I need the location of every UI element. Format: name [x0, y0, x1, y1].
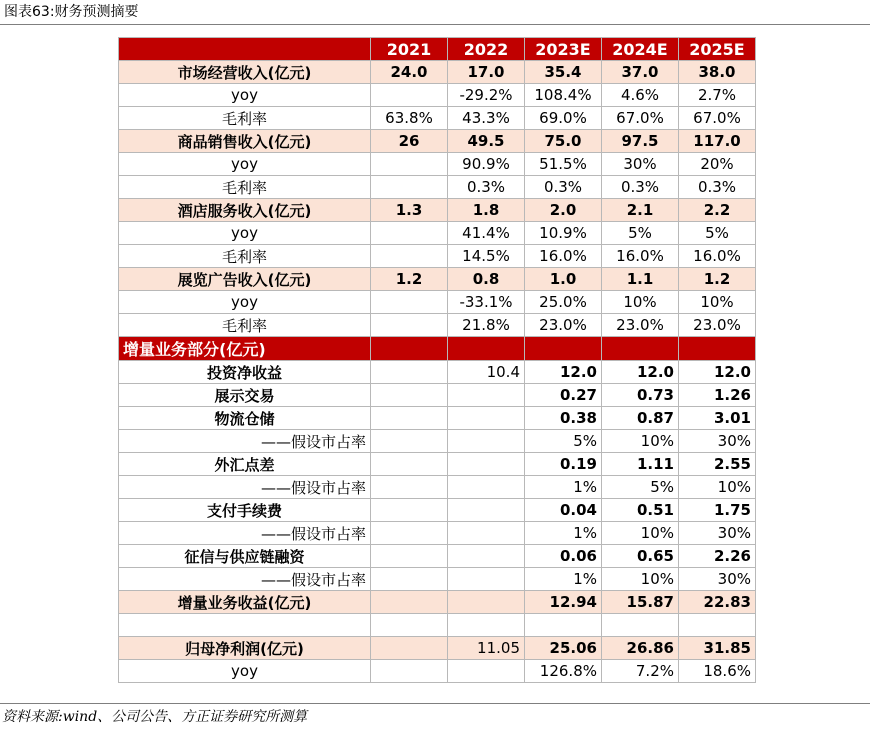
cell-value: 51.5% — [525, 153, 602, 176]
cell-value: 11.05 — [448, 637, 525, 660]
cell-value: 16.0% — [602, 245, 679, 268]
cell-value — [448, 591, 525, 614]
table-row — [119, 153, 756, 176]
cell-value — [448, 430, 525, 453]
cell-value — [371, 591, 448, 614]
row-label: yoy — [119, 153, 371, 176]
cell-value: 10.4 — [448, 361, 525, 384]
cell-value — [371, 453, 448, 476]
cell-value: 35.4 — [525, 61, 602, 84]
row-label: 支付手续费 — [119, 499, 371, 522]
table-row — [119, 499, 756, 522]
cell-value: -29.2% — [448, 84, 525, 107]
cell-value: 14.5% — [448, 245, 525, 268]
row-label: 归母净利润(亿元) — [119, 637, 371, 660]
cell-value — [448, 476, 525, 499]
cell-value — [602, 614, 679, 637]
cell-value — [371, 430, 448, 453]
table-row — [119, 107, 756, 130]
cell-value: 26 — [371, 130, 448, 153]
row-label: 毛利率 — [119, 176, 371, 199]
cell-value — [371, 476, 448, 499]
row-label: 毛利率 — [119, 314, 371, 337]
cell-value: 1.11 — [602, 453, 679, 476]
cell-value: 0.73 — [602, 384, 679, 407]
cell-value: 23.0% — [525, 314, 602, 337]
cell-value: 22.83 — [679, 591, 756, 614]
cell-value — [371, 291, 448, 314]
cell-value: 1.1 — [602, 268, 679, 291]
cell-value: 30% — [679, 430, 756, 453]
table-row — [119, 199, 756, 222]
table-row — [119, 245, 756, 268]
cell-value — [371, 568, 448, 591]
table-row — [119, 176, 756, 199]
cell-value: 10% — [602, 430, 679, 453]
header-row — [119, 38, 756, 61]
row-label: 毛利率 — [119, 245, 371, 268]
row-label: 物流仓储 — [119, 407, 371, 430]
table-row — [119, 361, 756, 384]
cell-value: 3.01 — [679, 407, 756, 430]
cell-value: 0.8 — [448, 268, 525, 291]
financial-forecast-table — [118, 37, 756, 683]
cell-value — [448, 568, 525, 591]
column-header: 2025E — [679, 38, 756, 61]
row-label: 外汇点差 — [119, 453, 371, 476]
cell-value: 126.8% — [525, 660, 602, 683]
table-row — [119, 614, 756, 637]
cell-value: 1% — [525, 476, 602, 499]
cell-value — [602, 337, 679, 361]
cell-value: 0.3% — [602, 176, 679, 199]
cell-value — [371, 545, 448, 568]
cell-value: 15.87 — [602, 591, 679, 614]
cell-value — [371, 314, 448, 337]
cell-value: 17.0 — [448, 61, 525, 84]
cell-value: 0.87 — [602, 407, 679, 430]
source-divider — [0, 703, 870, 704]
table-row — [119, 407, 756, 430]
cell-value: 31.85 — [679, 637, 756, 660]
row-label: ——假设市占率 — [119, 568, 371, 591]
cell-value: 1.75 — [679, 499, 756, 522]
row-label: ——假设市占率 — [119, 476, 371, 499]
table-row — [119, 61, 756, 84]
cell-value: 25.06 — [525, 637, 602, 660]
row-label: yoy — [119, 84, 371, 107]
cell-value: 5% — [679, 222, 756, 245]
table-row — [119, 291, 756, 314]
cell-value: 21.8% — [448, 314, 525, 337]
cell-value: 43.3% — [448, 107, 525, 130]
cell-value: 10% — [602, 522, 679, 545]
cell-value — [371, 176, 448, 199]
table-row — [119, 84, 756, 107]
cell-value: 5% — [525, 430, 602, 453]
cell-value: 2.0 — [525, 199, 602, 222]
cell-value — [371, 407, 448, 430]
table-row — [119, 453, 756, 476]
table-row — [119, 430, 756, 453]
row-label: yoy — [119, 660, 371, 683]
cell-value: 10% — [679, 476, 756, 499]
cell-value: 0.38 — [525, 407, 602, 430]
cell-value: 117.0 — [679, 130, 756, 153]
table-row — [119, 545, 756, 568]
source-note: 资料来源:wind、公司公告、方正证券研究所测算 — [2, 709, 308, 725]
table-row — [119, 637, 756, 660]
cell-value — [448, 522, 525, 545]
cell-value: 67.0% — [679, 107, 756, 130]
cell-value: 2.26 — [679, 545, 756, 568]
cell-value — [525, 614, 602, 637]
table-row — [119, 568, 756, 591]
cell-value — [371, 637, 448, 660]
cell-value: 25.0% — [525, 291, 602, 314]
cell-value — [448, 545, 525, 568]
cell-value: -33.1% — [448, 291, 525, 314]
cell-value — [448, 499, 525, 522]
cell-value: 1.0 — [525, 268, 602, 291]
cell-value: 18.6% — [679, 660, 756, 683]
cell-value: 108.4% — [525, 84, 602, 107]
cell-value — [448, 453, 525, 476]
cell-value: 0.65 — [602, 545, 679, 568]
title-divider — [0, 24, 870, 25]
cell-value: 63.8% — [371, 107, 448, 130]
row-label: yoy — [119, 222, 371, 245]
cell-value: 16.0% — [525, 245, 602, 268]
cell-value: 5% — [602, 476, 679, 499]
row-label: yoy — [119, 291, 371, 314]
cell-value: 1% — [525, 568, 602, 591]
cell-value — [371, 384, 448, 407]
cell-value: 37.0 — [602, 61, 679, 84]
row-label: 投资净收益 — [119, 361, 371, 384]
cell-value: 69.0% — [525, 107, 602, 130]
table-row — [119, 660, 756, 683]
column-header: 2023E — [525, 38, 602, 61]
row-label: 商品销售收入(亿元) — [119, 130, 371, 153]
row-label: 征信与供应链融资 — [119, 545, 371, 568]
cell-value — [448, 337, 525, 361]
cell-value: 2.7% — [679, 84, 756, 107]
cell-value — [448, 660, 525, 683]
cell-value: 2.55 — [679, 453, 756, 476]
cell-value: 1.2 — [679, 268, 756, 291]
cell-value — [371, 337, 448, 361]
cell-value: 10% — [679, 291, 756, 314]
cell-value: 2.2 — [679, 199, 756, 222]
row-label: 增量业务部分(亿元) — [119, 337, 371, 361]
table-row — [119, 591, 756, 614]
cell-value: 12.0 — [679, 361, 756, 384]
cell-value — [448, 614, 525, 637]
cell-value: 1% — [525, 522, 602, 545]
cell-value: 16.0% — [679, 245, 756, 268]
cell-value: 10% — [602, 568, 679, 591]
table-row — [119, 222, 756, 245]
cell-value: 0.04 — [525, 499, 602, 522]
header-corner — [119, 38, 371, 61]
cell-value — [448, 407, 525, 430]
row-label: 展览广告收入(亿元) — [119, 268, 371, 291]
column-header: 2022 — [448, 38, 525, 61]
cell-value: 23.0% — [679, 314, 756, 337]
table-row — [119, 384, 756, 407]
row-label: 酒店服务收入(亿元) — [119, 199, 371, 222]
cell-value — [371, 522, 448, 545]
cell-value: 0.51 — [602, 499, 679, 522]
cell-value: 38.0 — [679, 61, 756, 84]
cell-value: 1.2 — [371, 268, 448, 291]
cell-value — [371, 84, 448, 107]
cell-value: 12.94 — [525, 591, 602, 614]
cell-value: 90.9% — [448, 153, 525, 176]
cell-value — [525, 337, 602, 361]
table-row — [119, 314, 756, 337]
cell-value: 0.3% — [448, 176, 525, 199]
cell-value: 10.9% — [525, 222, 602, 245]
cell-value: 0.19 — [525, 453, 602, 476]
row-label — [119, 614, 371, 637]
cell-value — [679, 337, 756, 361]
cell-value — [371, 499, 448, 522]
cell-value: 67.0% — [602, 107, 679, 130]
cell-value: 0.3% — [679, 176, 756, 199]
row-label: 增量业务收益(亿元) — [119, 591, 371, 614]
table-row — [119, 268, 756, 291]
cell-value: 49.5 — [448, 130, 525, 153]
table-row — [119, 130, 756, 153]
cell-value — [371, 153, 448, 176]
cell-value: 24.0 — [371, 61, 448, 84]
cell-value: 97.5 — [602, 130, 679, 153]
cell-value: 30% — [679, 568, 756, 591]
cell-value: 4.6% — [602, 84, 679, 107]
cell-value: 23.0% — [602, 314, 679, 337]
cell-value: 1.26 — [679, 384, 756, 407]
cell-value: 0.06 — [525, 545, 602, 568]
cell-value — [679, 614, 756, 637]
table-row — [119, 522, 756, 545]
row-label: ——假设市占率 — [119, 430, 371, 453]
cell-value — [371, 222, 448, 245]
cell-value: 30% — [679, 522, 756, 545]
cell-value — [371, 245, 448, 268]
table-row — [119, 476, 756, 499]
cell-value: 30% — [602, 153, 679, 176]
cell-value — [371, 361, 448, 384]
table-row — [119, 337, 756, 361]
cell-value: 2.1 — [602, 199, 679, 222]
cell-value: 0.27 — [525, 384, 602, 407]
row-label: 毛利率 — [119, 107, 371, 130]
figure-title: 图表63:财务预测摘要 — [4, 4, 139, 20]
cell-value: 0.3% — [525, 176, 602, 199]
cell-value: 41.4% — [448, 222, 525, 245]
row-label: 市场经营收入(亿元) — [119, 61, 371, 84]
column-header: 2021 — [371, 38, 448, 61]
row-label: ——假设市占率 — [119, 522, 371, 545]
cell-value: 7.2% — [602, 660, 679, 683]
cell-value: 75.0 — [525, 130, 602, 153]
cell-value: 5% — [602, 222, 679, 245]
cell-value: 1.8 — [448, 199, 525, 222]
cell-value: 12.0 — [525, 361, 602, 384]
cell-value — [371, 614, 448, 637]
cell-value: 1.3 — [371, 199, 448, 222]
column-header: 2024E — [602, 38, 679, 61]
row-label: 展示交易 — [119, 384, 371, 407]
cell-value: 20% — [679, 153, 756, 176]
cell-value: 26.86 — [602, 637, 679, 660]
cell-value: 12.0 — [602, 361, 679, 384]
cell-value: 10% — [602, 291, 679, 314]
cell-value — [448, 384, 525, 407]
cell-value — [371, 660, 448, 683]
